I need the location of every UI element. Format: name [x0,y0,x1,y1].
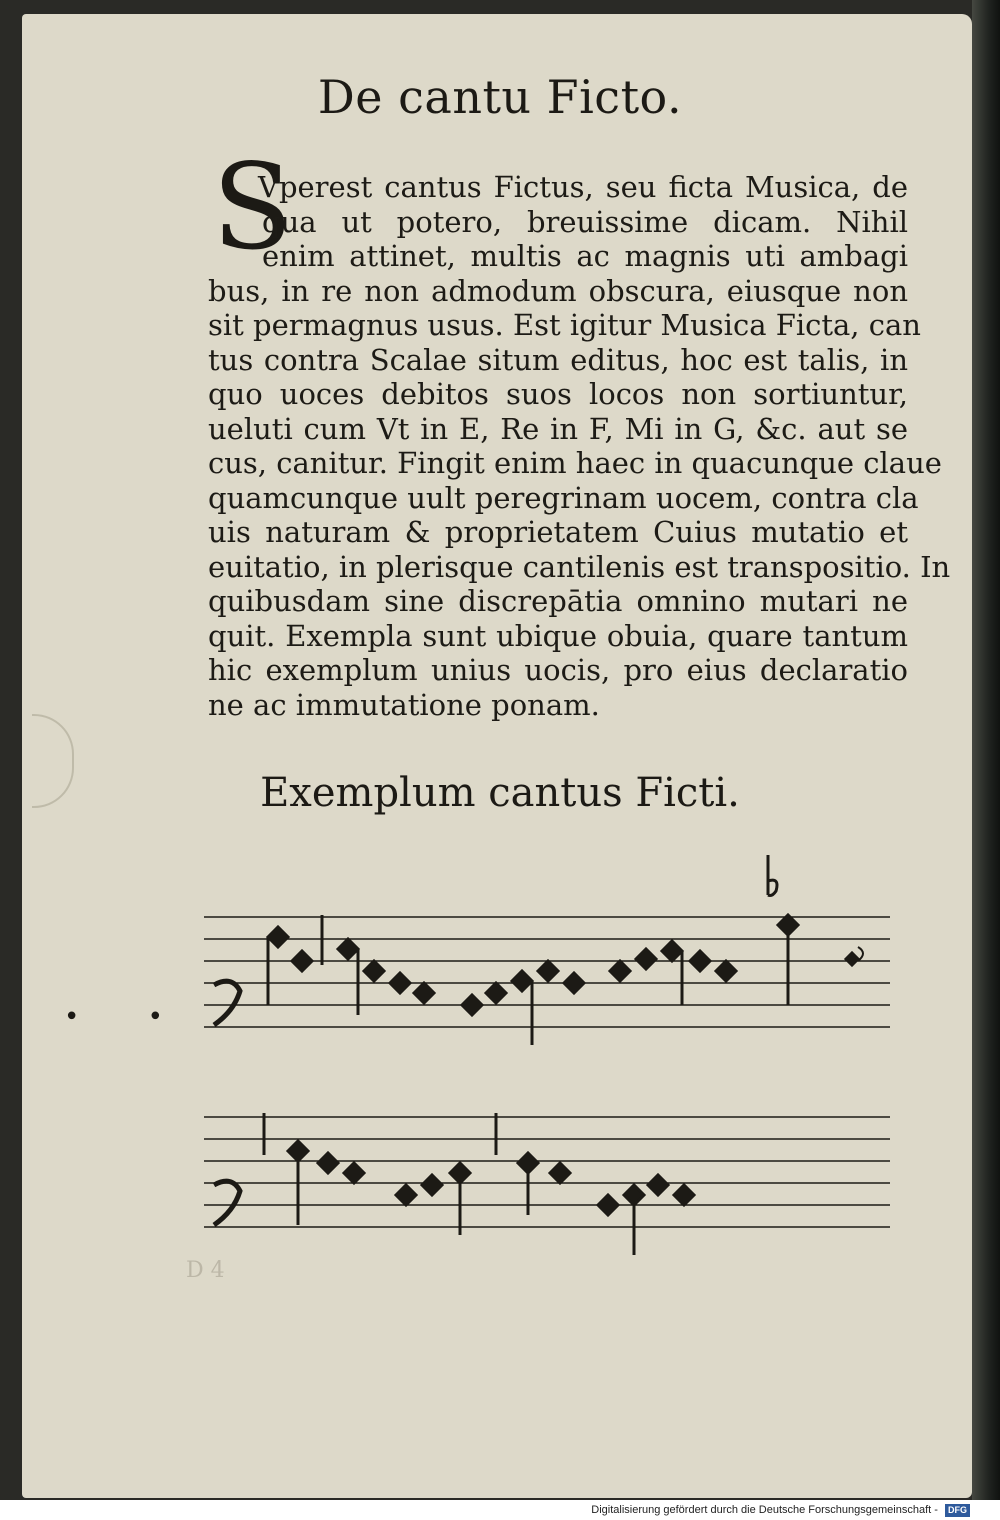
music-notation [200,855,900,1275]
page-title: De cantu Ficto. [317,70,683,124]
drop-capital: S [212,138,293,276]
footer-credit: Digitalisierung gefördert durch die Deutsche Forschungsgemeinschaft - [591,1504,938,1516]
body-line: ueluti cum Vt in E, Re in F, Mi in G, &c. aut se [208,411,908,446]
book-spine [972,0,1000,1500]
staff-1-notes [214,855,863,1045]
body-line: hic exemplum unius uocis, pro eius declaratio [208,653,908,687]
body-line: sit permagnus usus. Est igitur Musica Ficta, can [208,308,921,342]
footer-credit-bar [0,1500,1000,1520]
dfg-logo: DFG [945,1504,970,1517]
body-line: quit. Exempla sunt ubique obuia, quare tantum [208,618,908,653]
body-line: euitatio, in plerisque cantilenis est transpositio. In [208,549,951,584]
body-line: tus contra Scalae situm editus, hoc est talis, in [208,342,908,377]
body-line: cus, canitur. Fingit enim haec in quacunque claue [208,446,942,480]
margin-dots: • • [64,1002,193,1032]
signature-mark: D 4 [186,1258,225,1283]
body-line: ne ac immutatione ponam. [208,687,600,722]
body-line: bus, in re non admodum obscura, eiusque non [208,273,908,308]
body-line: qua ut potero, breuissime dicam. Nihil [262,204,908,239]
staff-2 [204,1117,890,1227]
body-line: quibusdam sine discrepātia omnino mutari ne [208,584,908,618]
staff-2-notes [214,1113,694,1255]
body-line: Vperest cantus Fictus, seu ficta Musica, de [258,170,908,204]
body-line: enim attinet, multis ac magnis uti ambagi [262,239,908,273]
body-line: quamcunque uult peregrinam uocem, contra cla [208,480,919,515]
body-line: quo uoces debitos suos locos non sortiuntur, [208,377,908,411]
example-title: Exemplum cantus Ficti. [260,770,740,816]
body-line: uis naturam & proprietatem Cuius mutatio et [208,515,908,549]
